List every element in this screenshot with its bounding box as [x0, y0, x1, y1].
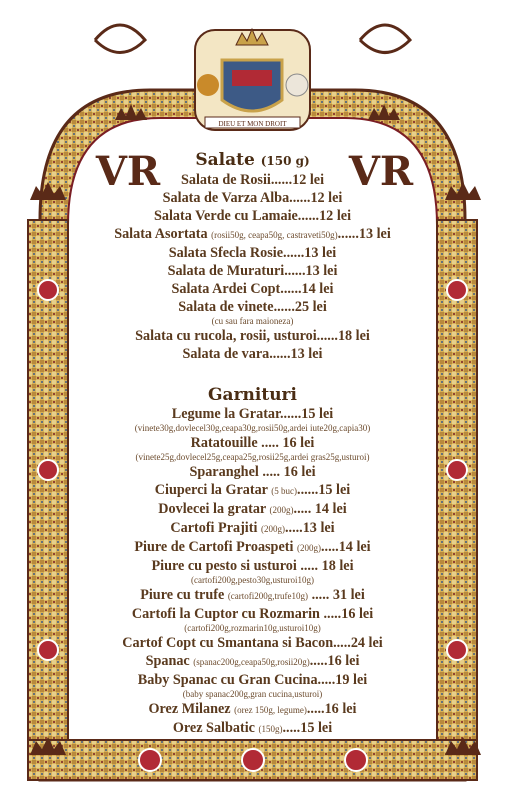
menu-item: Orez Milanez (orez 150g, legume).....16 lei — [148, 701, 357, 717]
crest-motto: DIEU ET MON DROIT — [218, 120, 287, 128]
menu-item: Cartofi Prajiti (200g).....13 lei — [170, 520, 335, 536]
salate-list — [70, 171, 435, 363]
menu-item: Salata cu rucola, rosii, usturoi......18 lei — [135, 328, 370, 344]
menu-item: Salata de vinete......25 lei — [178, 299, 327, 315]
menu-item: Ciuperci la Gratar (5 buc)......15 lei — [154, 482, 351, 498]
menu-item-ingredients: (cartofi200g,rozmarin10g,usturoi10g) — [184, 623, 321, 633]
menu-item: Salata de Muraturi......13 lei — [167, 263, 338, 279]
svg-text:VR: VR — [348, 148, 414, 195]
menu-item: Salata Sfecla Rosie......13 lei — [168, 245, 337, 261]
menu-item: Spanac (spanac200g,ceapa50g,rosii20g).....16 lei — [145, 653, 360, 669]
menu-item: Baby Spanac cu Gran Cucina.....19 lei — [137, 672, 368, 688]
menu-item: Orez Salbatic (150g).....15 lei — [172, 720, 333, 736]
menu-item: Salata de Varza Alba......12 lei — [162, 190, 343, 206]
menu-item: Salata Verde cu Lamaie......12 lei — [153, 208, 352, 224]
menu-item: Salata Ardei Copt......14 lei — [171, 281, 334, 297]
menu-item: Dovlecei la gratar (200g)..... 14 lei — [158, 501, 347, 517]
menu-item-ingredients: (vinete25g,dovlecel25g,ceapa25g,rosii25g,ardei gras25g,usturoi) — [135, 452, 370, 462]
menu-item-ingredients: (cu sau fara maioneza) — [211, 316, 294, 326]
menu-item: Cartof Copt cu Smantana si Bacon.....24 lei — [122, 635, 383, 651]
svg-text:VR: VR — [95, 148, 161, 195]
menu-item-ingredients: (vinete30g,dovlecel30g,ceapa30g,rosii50g,ardei iute20g,capia30) — [134, 423, 371, 433]
menu-item: Legume la Gratar......15 lei — [171, 406, 334, 422]
menu-item-ingredients: (baby spanac200g,gran cucina,usturoi) — [182, 689, 323, 699]
menu-item: Piure de Cartofi Proaspeti (200g).....14 lei — [134, 539, 371, 555]
royal-crest-icon — [195, 29, 310, 130]
menu-item: Salata de vara......13 lei — [182, 346, 323, 362]
menu-item: Salata de Rosii......12 lei — [180, 172, 325, 188]
menu-item-ingredients: (cartofi200g,pesto30g,usturoi10g) — [191, 575, 314, 585]
menu-item: Sparanghel ..... 16 lei — [189, 464, 316, 480]
menu-item: Salata Asortata (rosii50g, ceapa50g, castraveti50g)......13 lei — [114, 226, 391, 242]
garnituri-list — [70, 405, 435, 738]
menu-item: Piure cu pesto si usturoi ..... 18 lei — [151, 558, 354, 574]
menu-item: Ratatouille ..... 16 lei — [190, 435, 315, 451]
menu-item: Piure cu trufe (cartofi200g,trufe10g) ..... 31 lei — [140, 587, 365, 603]
salate-heading: Salate (150 g) — [195, 150, 310, 170]
garnituri-heading: Garnituri — [208, 385, 297, 405]
menu-item: Cartofi la Cuptor cu Rozmarin .....16 lei — [131, 606, 374, 622]
menu-content — [70, 150, 435, 738]
